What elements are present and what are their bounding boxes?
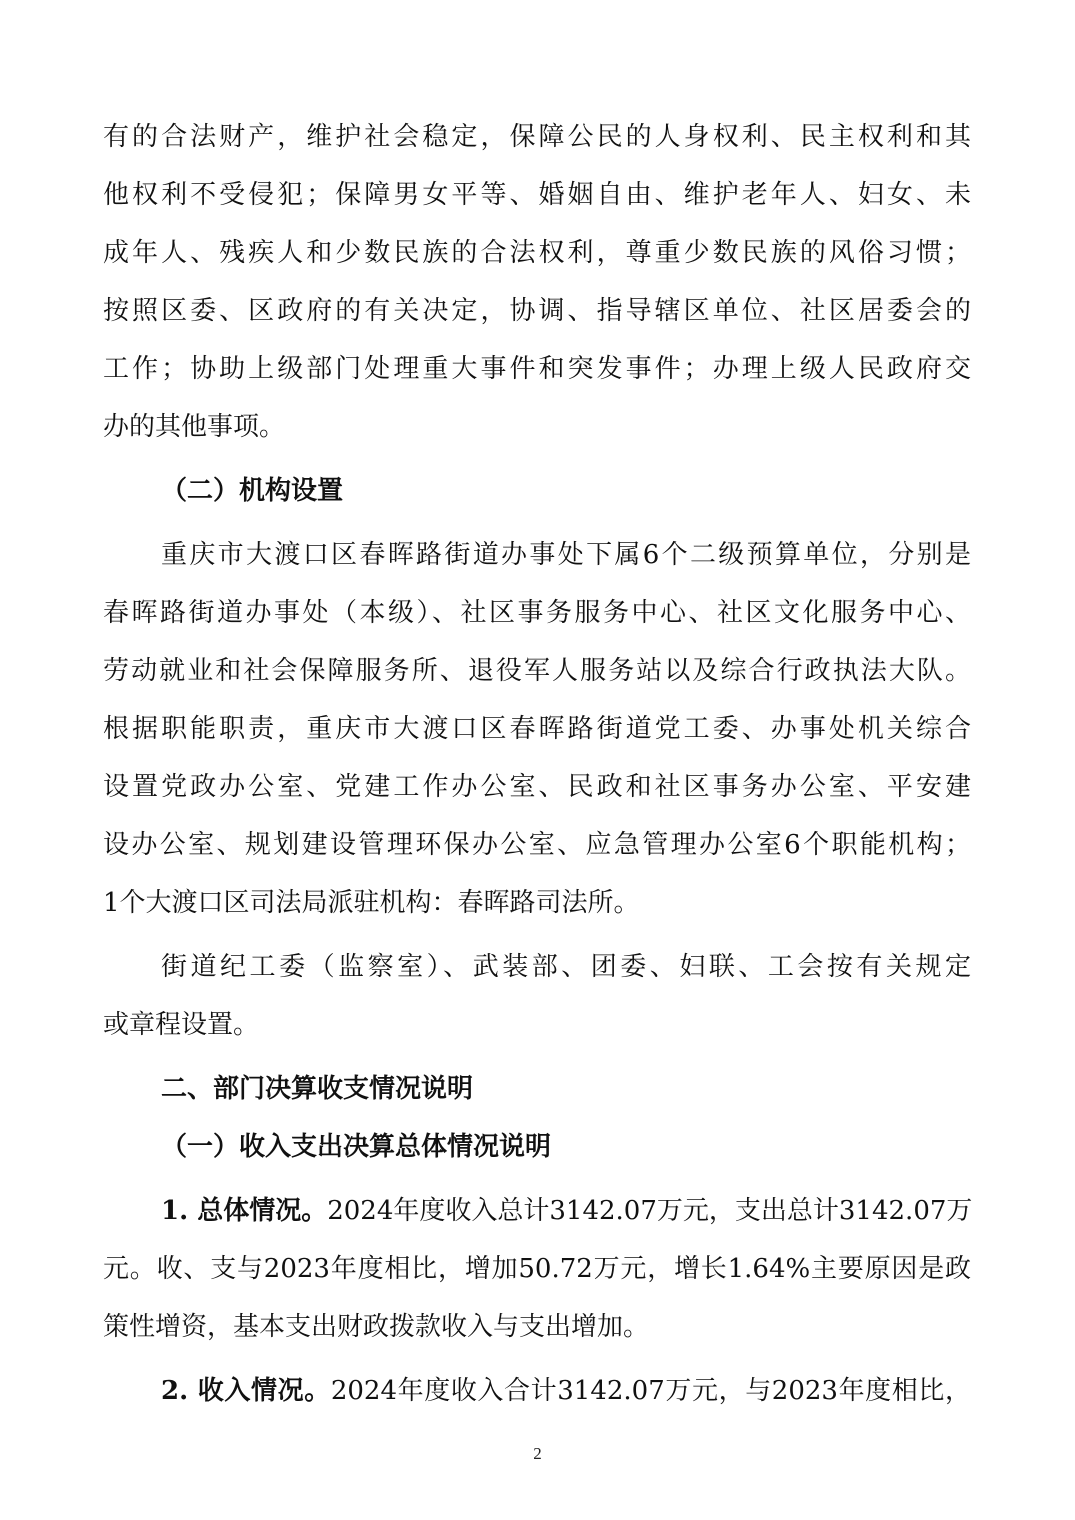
text-line: 元。收、支与2023年度相比，增加50.72万元，增长1.64%主要原因是政 [103,1254,971,1284]
text-line: 办的其他事项。 [103,412,286,442]
paragraph-other-bodies [103,938,971,1054]
item-text: 2024年度收入合计3142.07万元，与2023年度相比， [330,1376,971,1406]
heading-section-2: 二、部门决算收支情况说明 [161,1074,474,1104]
heading-income-expense-overview: （一）收入支出决算总体情况说明 [161,1132,552,1162]
text-line: 或章程设置。 [103,1010,260,1040]
text-line: 按照区委、区政府的有关决定，协调、指导辖区单位、社区居委会的 [103,296,971,326]
item-text: 2024年度收入总计3142.07万元，支出总计3142.07万 [327,1196,973,1226]
text-line [103,1362,971,1420]
text-line: 设置党政办公室、党建工作办公室、民政和社区事务办公室、平安建 [103,772,971,802]
item-label: 1. 总体情况。 [161,1196,328,1226]
text-line: 策性增资，基本支出财政拨款收入与支出增加。 [103,1312,650,1342]
item-label: 2. 收入情况。 [161,1376,331,1406]
document-body [103,108,971,1420]
text-line: 根据职能职责，重庆市大渡口区春晖路街道党工委、办事处机关综合 [103,714,971,744]
text-line [103,1182,971,1240]
page-number: 2 [533,1444,542,1463]
paragraph-organization [103,526,971,932]
text-line: 有的合法财产，维护社会稳定，保障公民的人身权利、民主权利和其 [103,122,971,152]
item-income-situation [103,1362,971,1420]
text-line: 春晖路街道办事处（本级）、社区事务服务中心、社区文化服务中心、 [103,598,971,628]
text-line: 工作；协助上级部门处理重大事件和突发事件；办理上级人民政府交 [103,354,971,384]
item-overall-situation [103,1182,971,1356]
heading-organization-setup: （二）机构设置 [161,476,344,506]
text-line: 1个大渡口区司法局派驻机构：春晖路司法所。 [103,888,640,918]
text-line: 他权利不受侵犯；保障男女平等、婚姻自由、维护老年人、妇女、未 [103,180,971,210]
text-line: 劳动就业和社会保障服务所、退役军人服务站以及综合行政执法大队。 [103,656,971,686]
text-line: 重庆市大渡口区春晖路街道办事处下属6个二级预算单位，分别是 [161,540,971,570]
paragraph-duties [103,108,971,456]
text-line: 成年人、残疾人和少数民族的合法权利，尊重少数民族的风俗习惯； [103,238,971,268]
text-line: 设办公室、规划建设管理环保办公室、应急管理办公室6个职能机构； [103,830,971,860]
text-line: 街道纪工委（监察室）、武装部、团委、妇联、工会按有关规定 [161,952,971,982]
